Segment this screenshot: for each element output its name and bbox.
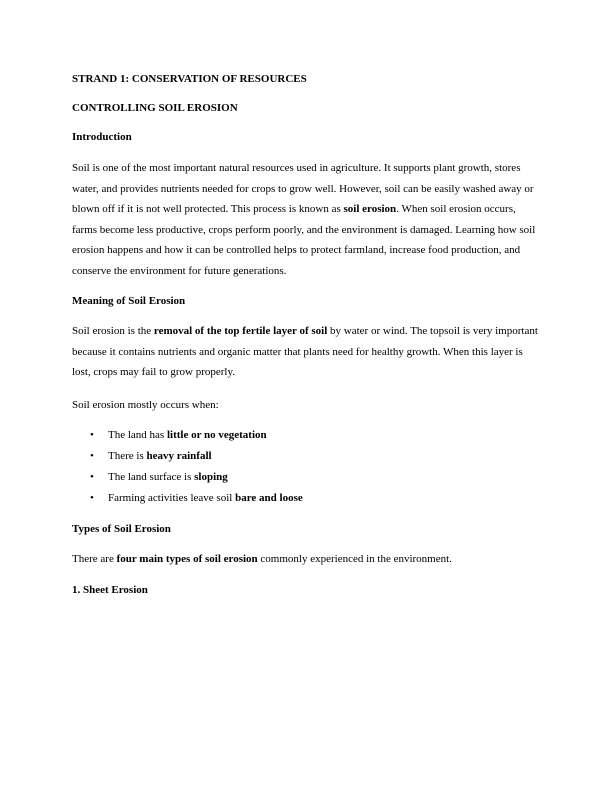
- bullet-icon: •: [90, 429, 94, 441]
- bullet-icon: •: [90, 471, 94, 483]
- introduction-text-before: Soil is one of the most important natural resources used in agriculture. It supports plant growth, stores water, and provides nutrients needed for crops to grow well. However, soil can be easily washed away or blown off if it is not well protected. This process is known as: [72, 162, 534, 215]
- meaning-text-after: by water or wind. The topsoil is very important because it contains nutrients and organic matter that plants need for healthy growth. When this layer is lost, crops may fail to grow properly.: [72, 325, 538, 378]
- bullet-icon: •: [90, 450, 94, 462]
- bullet-icon: •: [90, 492, 94, 504]
- meaning-bold-term: removal of the top fertile layer of soil: [153, 325, 328, 337]
- types-text-before: There are: [72, 553, 117, 565]
- list-item: [72, 488, 540, 509]
- list-item-prefix: The land surface is: [108, 471, 195, 483]
- introduction-bold-term: soil erosion: [343, 203, 397, 215]
- introduction-text-after: . When soil erosion occurs, farms become less productive, crops perform poorly, and the environment is damaged. Learning how soil erosion happens and how it can be controlled helps to protect farmland, increase food production, and conserve the environment for future generations.: [72, 203, 536, 277]
- list-item-bold: sloping: [194, 471, 228, 483]
- list-item: [72, 425, 540, 446]
- introduction-paragraph: [72, 158, 540, 281]
- occurs-intro: Soil erosion mostly occurs when:: [72, 398, 219, 411]
- list-item-prefix: The land has: [108, 429, 167, 441]
- list-item: [72, 446, 540, 467]
- types-heading: Types of Soil Erosion: [72, 523, 171, 535]
- document-content: [72, 71, 540, 598]
- introduction-heading: Introduction: [72, 131, 132, 143]
- meaning-heading: Meaning of Soil Erosion: [72, 295, 186, 307]
- types-text-after: commonly experienced in the environment.: [257, 553, 452, 565]
- list-item-bold: bare and loose: [235, 492, 303, 504]
- list-item-prefix: There is: [108, 450, 147, 462]
- erosion-conditions-list: [72, 425, 540, 509]
- meaning-paragraph: [72, 321, 540, 383]
- types-bold-term: four main types of soil erosion: [116, 553, 258, 565]
- list-item-bold: little or no vegetation: [166, 429, 267, 441]
- list-item-prefix: Farming activities leave soil: [108, 492, 236, 504]
- list-item-bold: heavy rainfall: [146, 450, 212, 462]
- list-item: [72, 467, 540, 488]
- sheet-erosion-heading: 1. Sheet Erosion: [72, 583, 148, 596]
- strand-heading: STRAND 1: CONSERVATION OF RESOURCES: [72, 73, 307, 85]
- document-title: CONTROLLING SOIL EROSION: [72, 102, 238, 114]
- meaning-text-before: Soil erosion is the: [72, 325, 154, 337]
- types-paragraph: [72, 549, 540, 570]
